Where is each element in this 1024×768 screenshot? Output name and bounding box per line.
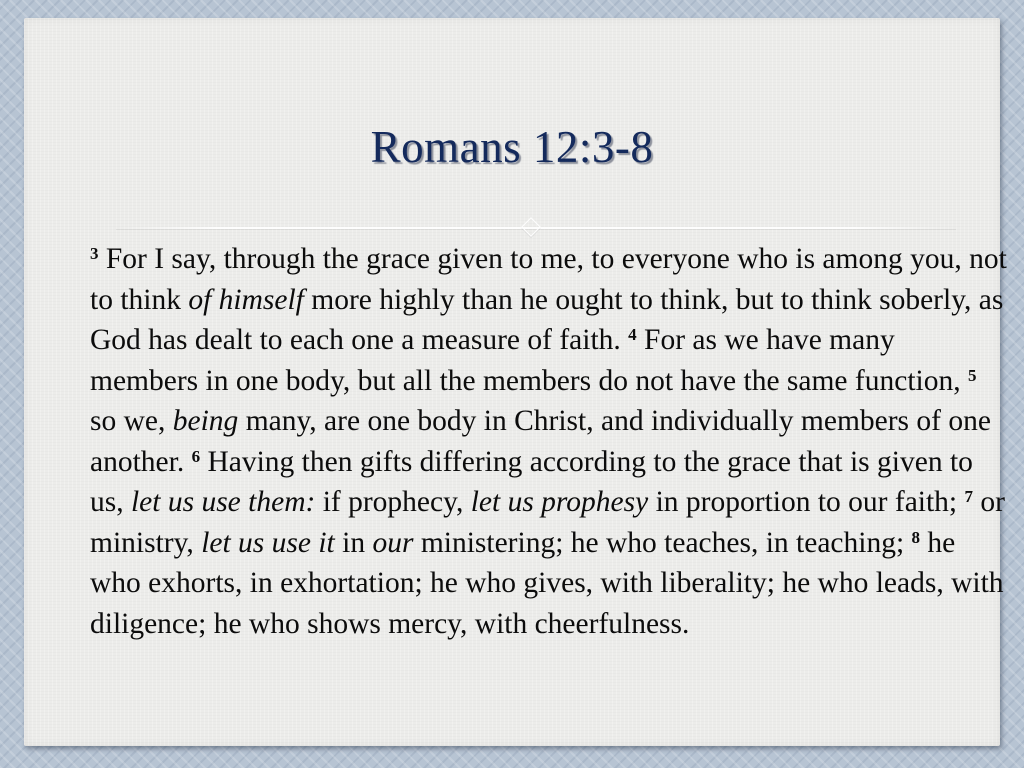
italic-phrase: let us prophesy [470,486,649,518]
divider-diamond-ornament [521,217,541,237]
verse-number: 7 [964,487,973,506]
passage-text: For as we have many members in one body, but all the members do not have the same function, [90,324,968,397]
verse-number: 5 [967,365,977,385]
passage-text: ministering; he who teaches, in teaching; [413,526,912,559]
passage-text: For I say, through the grace given to me, to everyone who is among you, not to think [90,243,1007,316]
verse-number: 6 [191,446,201,466]
slide-title: Romans 12:3-8 [370,122,654,172]
italic-phrase: of himself [188,283,304,316]
passage-text: in proportion to our faith; [648,486,965,518]
passage-text: many, are one body in Christ, and individually members of one another. [90,405,991,478]
passage-text: or ministry, [90,486,1005,559]
italic-phrase: let us use them: [130,486,316,518]
italic-phrase: being [172,405,239,437]
scripture-passage [90,239,1010,644]
italic-phrase: our [372,526,414,559]
slide-card [24,18,1007,746]
passage-text: more highly than he ought to think, but to think soberly, as God has dealt to each one a measure of faith. [90,283,1004,356]
verse-number: 4 [628,325,637,344]
passage-text: Having then gifts differing according to the grace that is given to us, [90,445,973,518]
passage-text: if prophecy, [315,486,471,518]
italic-phrase: let us use it [201,526,335,559]
passage-text: in [334,526,373,559]
passage-text: so we, [90,405,173,437]
verse-number: 8 [911,527,921,547]
verse-number: 3 [90,244,99,263]
passage-text: he who exhorts, in exhortation; he who gives, with liberality; he who leads, with diligence; he who shows mercy, with cheerfulness. [90,526,1004,640]
